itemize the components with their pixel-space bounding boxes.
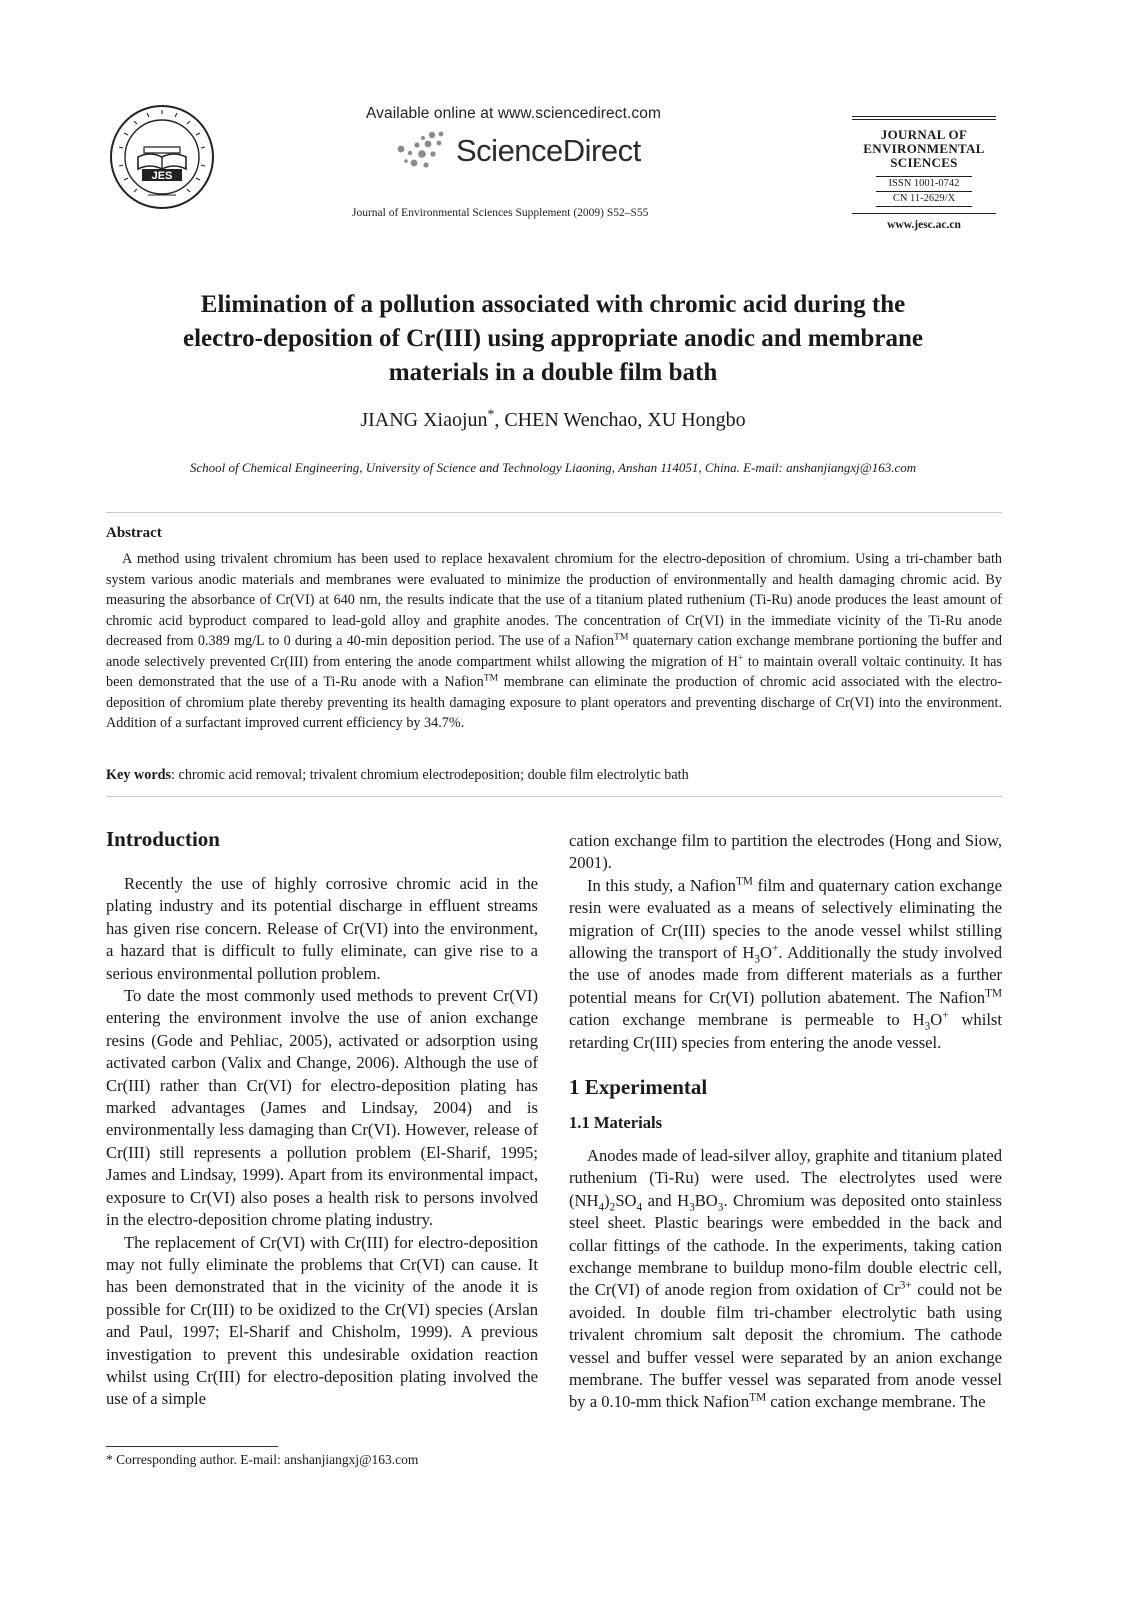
abstract-fragment: to maintain overall voltaic continuity. It has been demonstrated that the use of a Ti-Ru anode with a Nafion (106, 653, 1002, 690)
masthead-rule-top-thin (852, 119, 996, 120)
abstract-fragment: membrane can eliminate the production of chromic acid associated with the electro-deposition of chromium plate thereby preventing its health damaging exposure to plant operators and preventing discharge of Cr(VI) into the environment. Addition of a surfactant improved current efficiency by 34.7%. (106, 674, 1002, 731)
author-names: , CHEN Wenchao, XU Hongbo (494, 409, 746, 431)
intro-paragraph-1: Recently the use of highly corrosive chromic acid in the plating industry and its potential discharge in effluent streams has given rise concern. Release of Cr(VI) into the environment, a hazard that is difficult to fully eliminate, can give rise to a serious environmental pollution problem. (106, 874, 538, 983)
journal-website[interactable]: www.jesc.ac.cn (887, 219, 961, 231)
affiliation: School of Chemical Engineering, University of Science and Technology Liaoning, Anshan 114051, China. E-mail: anshanjiangxj@163.com (189, 460, 917, 475)
journal-citation: Journal of Environmental Sciences Supplement (2009) S52–S55 (352, 207, 649, 219)
ion-charge-sup: 3+ (899, 1279, 912, 1292)
journal-name (852, 128, 996, 170)
trademark-sup: TM (985, 987, 1002, 1000)
subscript: 3 (689, 1201, 695, 1213)
intro-paragraph-5 (569, 875, 1002, 1054)
paragraph-fragment: O (930, 1010, 943, 1030)
paragraph-fragment: In this study, a Nafion (587, 875, 736, 895)
sciencedirect-logo (392, 127, 641, 175)
abstract-rule-bottom (106, 796, 1002, 797)
journal-name-line: ENVIRONMENTAL (863, 141, 985, 156)
paragraph-fragment: whilst retarding Cr(III) species from entering the anode vessel. (569, 1010, 1002, 1052)
issn-block (852, 176, 996, 207)
jes-journal-logo (108, 103, 216, 211)
paragraph-fragment: could not be avoided. In double film tri-chamber electrolytic bath using trivalent chromium salt deposit the chromium. The cathode vessel and buffer vessel were separated by an anion exchange membrane. The buffer vessel was separated from anode vessel by a 0.10-mm thick Nafion (569, 1280, 1002, 1412)
paragraph-fragment: SO (615, 1190, 637, 1210)
title-line: electro-deposition of Cr(III) using appropriate anodic and membrane (182, 325, 924, 352)
keywords (106, 767, 1002, 784)
intro-paragraph-2: To date the most commonly used methods to prevent Cr(VI) entering the environment involve the use of anion exchange resins (Gode and Pehliac, 2005), activated or adsorption using activated carbon (Valix and Change, 2006). Although the use of Cr(III) rather than Cr(VI) for electro-deposition plating has marked advantages (James and Lindsay, 2004) and is environmentally less damaging than Cr(VI). However, release of Cr(III) still represents a pollution problem (El-Sharif, 1995; James and Lindsay, 1999). Apart from its environmental impact, exposure to Cr(VI) also poses a health risk to persons involved in the electro-deposition chrome plating industry. (106, 986, 538, 1230)
author-name: JIANG Xiaojun (360, 409, 488, 431)
corresponding-mark: * (487, 406, 495, 422)
introduction-heading: Introduction (106, 827, 220, 851)
intro-paragraph-3: The replacement of Cr(VI) with Cr(III) for electro-deposition may not fully eliminate the problems that Cr(VI) can cause. It has been demonstrated that in the vicinity of the anode it is possible for Cr(III) to be oxidized to the Cr(VI) species (Arslan and Paul, 1997; El-Sharif and Chisholm, 1999). A previous investigation to prevent this undesirable oxidation reaction whilst using Cr(III) for electro-deposition plating involved the use of a simple (106, 1232, 538, 1409)
issn-separator (876, 176, 972, 177)
subscript: 3 (924, 1020, 931, 1033)
journal-name-line: JOURNAL OF (880, 127, 968, 142)
subscript: 4 (598, 1201, 605, 1213)
subscript: 4 (636, 1201, 643, 1213)
masthead-rule-bottom (852, 213, 996, 214)
ion-charge-sup: + (942, 1009, 949, 1022)
subscript: 3 (717, 1201, 724, 1213)
article-title (100, 288, 1006, 390)
title-line: materials in a double film bath (388, 359, 718, 386)
journal-name-line: SCIENCES (890, 155, 958, 170)
abstract-heading: Abstract (106, 525, 162, 541)
intro-paragraph-4: cation exchange film to partition the electrodes (Hong and Siow, 2001). (569, 831, 1002, 873)
cn-number: CN 11-2629/X (892, 193, 956, 204)
abstract-fragment: A method using trivalent chromium has been used to replace hexavalent chromium for the electro-deposition of chromium. Using a tri-chamber bath system various anodic materials and membranes were evaluated to minimize the production of environmentally and health damaging chromic acid. By measuring the absorbance of Cr(VI) at 640 nm, the results indicate that the use of a titanium plated ruthenium (Ti-Ru) anode produces the least amount of chromic acid byproduct compared to lead-gold alloy and graphite anodes. The concentration of Cr(VI) in the immediate vicinity of the Ti-Ru anode decreased from 0.389 mg/L to 0 during a 40-min deposition period. The use of a Nafion (106, 551, 1002, 649)
subscript: 2 (609, 1201, 616, 1213)
paragraph-fragment: O (760, 943, 772, 963)
keywords-list: : chromic acid removal; trivalent chromium electrodeposition; double film electrolytic bath (171, 767, 689, 783)
paragraph-fragment: cation exchange membrane is permeable to H (569, 1010, 925, 1030)
trademark-sup: TM (613, 631, 629, 643)
paragraph-fragment: Anodes made of lead-silver alloy, graphite and titanium plated ruthenium (Ti-Ru) were used. The electrolytes used were (NH (569, 1145, 1002, 1210)
keywords-label: Key words (106, 767, 172, 783)
paragraph-fragment: . Chromium was deposited onto stainless steel sheet. Plastic bearings were embedded in the back and collar fittings of the cathode. In the experiments, taking cation exchange membrane to buildup mono-film double electric cell, the Cr(VI) of anode region from oxidation of Cr (569, 1190, 1002, 1300)
right-column (569, 830, 1002, 1414)
sciencedirect-wordmark: ScienceDirect (456, 133, 641, 168)
experimental-heading: 1 Experimental (569, 1075, 708, 1100)
journal-emblem-icon (108, 103, 216, 211)
trademark-sup: TM (735, 875, 753, 888)
svg-text:JES: JES (151, 170, 173, 182)
paragraph-fragment: ) (604, 1190, 610, 1210)
masthead-rule-top (852, 116, 996, 117)
subscript: 3 (754, 953, 761, 966)
paragraph-fragment: . Additionally the study involved the use of anodes made from different materials as a further potential means for Cr(VI) pollution abatement. The Nafion (569, 943, 1003, 1007)
corresponding-author-footnote: * Corresponding author. E-mail: anshanjiangxj@163.com (106, 1452, 419, 1467)
author-list (100, 406, 1006, 432)
paragraph-fragment: and H (642, 1190, 690, 1210)
issn-separator (876, 191, 972, 192)
ion-charge-sup: + (772, 942, 779, 955)
abstract-body (106, 549, 1002, 734)
ion-charge-sup: + (737, 651, 744, 663)
trademark-sup: TM (483, 672, 499, 684)
journal-masthead (852, 116, 996, 231)
issn-number: ISSN 1001-0742 (888, 178, 960, 189)
abstract-rule-top (106, 512, 1002, 513)
sciencedirect-dots-icon (392, 129, 448, 173)
trademark-sup: TM (749, 1391, 767, 1404)
footnote-rule (106, 1446, 278, 1447)
paragraph-fragment: cation exchange membrane. The (766, 1392, 986, 1412)
materials-paragraph (569, 1145, 1002, 1414)
available-online-text: Available online at www.sciencedirect.com (366, 105, 662, 122)
issn-separator (876, 206, 972, 207)
paragraph-fragment: film and quaternary cation exchange resin were evaluated as a means of selectively eliminating the migration of Cr(III) species to the anode vessel whilst stilling allowing the transport of H (569, 875, 1002, 963)
title-line: Elimination of a pollution associated with chromic acid during the (200, 291, 906, 318)
paragraph-fragment: BO (694, 1190, 718, 1210)
abstract-fragment: quaternary cation exchange membrane portioning the buffer and anode selectively prevented Cr(III) from entering the anode compartment whilst allowing the migration of H (106, 633, 1002, 670)
materials-subheading: 1.1 Materials (569, 1113, 663, 1133)
left-column (106, 873, 538, 1411)
